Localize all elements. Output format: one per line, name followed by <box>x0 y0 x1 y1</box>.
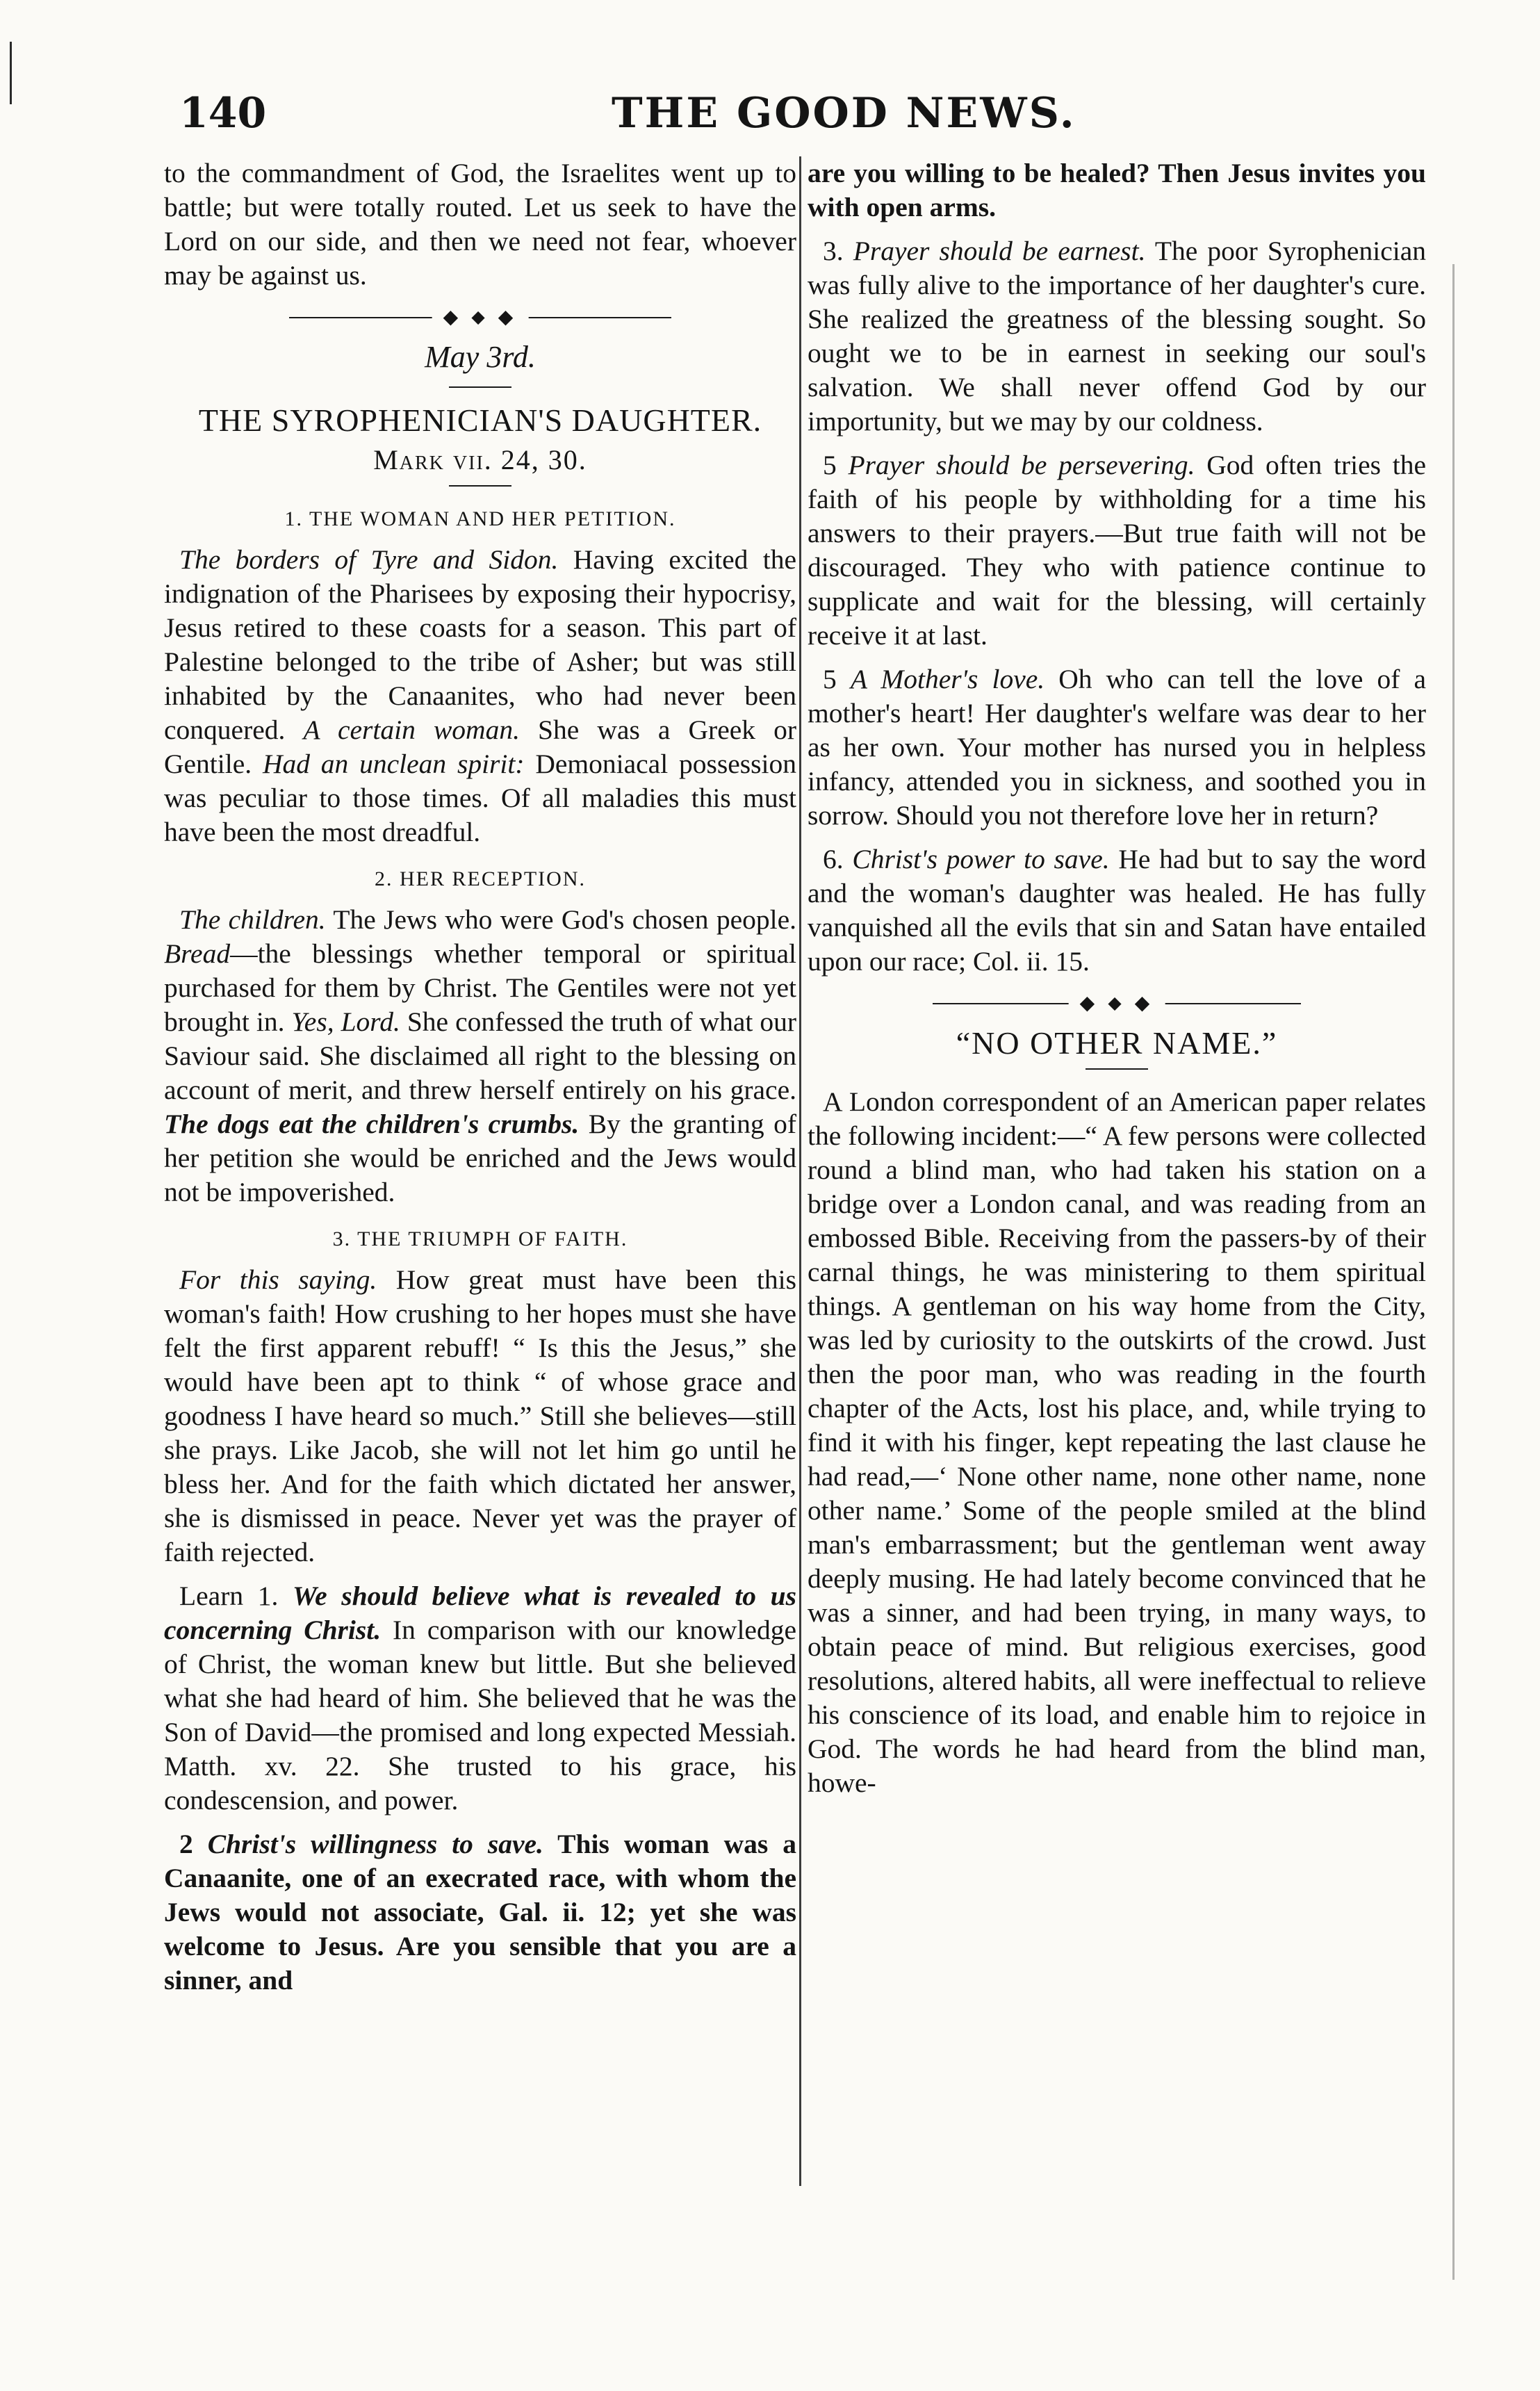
scripture-reference: Mark vii. 24, 30. <box>373 444 587 475</box>
lead-phrase: The dogs eat the children's crumbs. <box>164 1109 580 1139</box>
story-paragraph: A London correspondent of an American paper relates the following incident:—“ A few persons were collected round a blind man, who had taken his station on a bridge over a London canal, and was reading from an embossed Bible. Receiving from the passers-by of their carnal things, he was ministering to them spiritual things. A gentleman on his way home from the City, was led by curiosity to the outskirts of the crowd. Just then the poor man, who was reading in the fourth chapter of the Acts, lost his place, and, while trying to find it with his finger, kept repeating the last clause he had read,—‘ None other name, none other name, none other name.’ Some of the people smiled at the blind man's embarrassment; but the gentleman went away deeply musing. He had lately become convinced that he was a sinner, and had been trying, in many ways, to obtain peace of mind. But religious exercises, good resolutions, altered habits, all were ineffectual to relieve his conscience of its load, and enable him to rejoice in God. The words he had heard from the blind man, howe- <box>808 1086 1426 1798</box>
short-rule <box>449 386 511 388</box>
lead-phrase: The borders of Tyre and Sidon. <box>179 544 559 575</box>
page-number: 140 <box>179 89 267 138</box>
section-heading-2: 2. HER RECEPTION. <box>375 867 586 890</box>
continuation-paragraph: are you willing to be healed? Then Jesus invites you with open arms. <box>808 158 1426 222</box>
page-header <box>160 82 1383 145</box>
scan-edge-mark <box>1452 264 1455 2280</box>
article-title: THE SYROPHENICIAN'S DAUGHTER. <box>198 402 762 438</box>
ornament-divider: ◆ ⬥ ◆ <box>808 997 1426 1011</box>
scan-edge-mark <box>10 42 12 104</box>
section-heading-3: 3. THE TRIUMPH OF FAITH. <box>332 1227 628 1250</box>
lead-phrase: For this saying. <box>179 1264 377 1295</box>
left-column <box>164 156 796 2007</box>
lead-phrase: Had an unclean spirit: <box>262 749 525 779</box>
lead-phrase: We should believe what is revealed to us concerning Christ. <box>164 1581 796 1645</box>
learn-point-1: Learn 1. We should believe what is revealed to us concerning Christ. In comparison with our knowledge of Christ, the woman knew but little. But she believed what she had heard of him. She believed that he was the Son of David—the promised and long expected Messiah. Matth. xv. 22. She trusted to his grace, his condescension, and power. <box>164 1581 796 1815</box>
section-1-paragraph: The borders of Tyre and Sidon. Having excited the indignation of the Pharisees by exposing their hypocrisy, Jesus retired to these coasts for a season. This part of Palestine belonged to the tribe of Asher; but was still inhabited by the Canaanites, who had never been conquered. A certain woman. She was a Greek or Gentile. Had an unclean spirit: Demoniacal possession was peculiar to those times. Of all maladies this must have been the most dreadful. <box>164 544 797 847</box>
learn-point-6: 6. Christ's power to save. He had but to say the word and the woman's daughter was healed. He has fully vanquished all the evils that sin and Satan have entailed upon our race; Col. ii. 15. <box>808 844 1426 977</box>
lesson-date: May 3rd. <box>425 340 536 374</box>
lead-phrase: Prayer should be earnest. <box>853 236 1146 266</box>
learn-point-2: 2 Christ's willingness to save. This woman was a Canaanite, one of an execrated race, with whom the Jews would not associate, Gal. ii. 12; yet she was welcome to Jesus. Are you sensible that you are a sinner, and <box>164 1829 797 1996</box>
opening-paragraph: to the commandment of God, the Israelites went up to battle; but were totally routed. Let us seek to have the Lord on our side, and then we need not fear, whoever may be against us. <box>164 158 796 291</box>
lead-phrase: Yes, Lord. <box>291 1006 400 1037</box>
short-rule <box>449 485 511 487</box>
article-title-no-other-name: “NO OTHER NAME.” <box>956 1025 1278 1061</box>
lead-phrase: A certain woman. <box>303 715 520 745</box>
section-3-paragraph: For this saying. How great must have been this woman's faith! How crushing to her hopes must she have felt the first apparent rebuff! “ Is this the Jesus,” she would have been apt to think “ of whose grace and goodness I have heard so much.” Still she believes—still she prays. Like Jacob, she will not let him go until he bless her. And for the faith which dictated her answer, she is dismissed in peace. Never yet was the prayer of faith rejected. <box>164 1264 797 1567</box>
lead-phrase: The children. <box>179 904 326 935</box>
lead-phrase: Christ's power to save. <box>852 844 1110 874</box>
section-heading-1: 1. THE WOMAN AND HER PETITION. <box>284 507 676 530</box>
lead-phrase: Prayer should be persevering. <box>848 450 1195 480</box>
lead-phrase: A Mother's love. <box>850 664 1045 694</box>
lead-phrase: Bread <box>164 938 231 969</box>
learn-point-3: 3. Prayer should be earnest. The poor Syrophenician was fully alive to the importance of her daughter's cure. She realized the greatness of the blessing sought. So ought we to be in earnest in seeking our soul's salvation. We shall never offend God by our importunity, but we may by our coldness. <box>808 236 1426 436</box>
learn-point-5b: 5 A Mother's love. Oh who can tell the love of a mother's heart! Her daughter's welfare was dear to her as her own. Your mother has nursed you in helpless infancy, attended you in sickness, and soothed you in sorrow. Should you not therefore love her in return? <box>808 664 1426 831</box>
column-rule <box>799 156 801 2186</box>
short-rule <box>1086 1068 1148 1070</box>
running-title: THE GOOD NEWS. <box>612 89 1076 138</box>
right-column <box>808 156 1426 1810</box>
lead-phrase: Christ's willingness to save. <box>207 1829 543 1859</box>
ornament-divider: ◆ ⬥ ◆ <box>164 311 796 325</box>
section-2-paragraph: The children. The Jews who were God's chosen people. Bread—the blessings whether temporal or spiritual purchased for them by Christ. The Gentiles were not yet brought in. Yes, Lord. She confessed the truth of what our Saviour said. She disclaimed all right to the blessing on account of merit, and threw herself entirely on his grace. The dogs eat the children's crumbs. By the granting of her petition she would be enriched and the Jews would not be impoverished. <box>164 904 796 1207</box>
learn-point-5a: 5 Prayer should be persevering. God often tries the faith of his people by withholding for a time his answers to their prayers.—But true faith will not be discouraged. They who with patience continue to supplicate and wait for the blessing, will certainly receive it at last. <box>808 450 1426 651</box>
